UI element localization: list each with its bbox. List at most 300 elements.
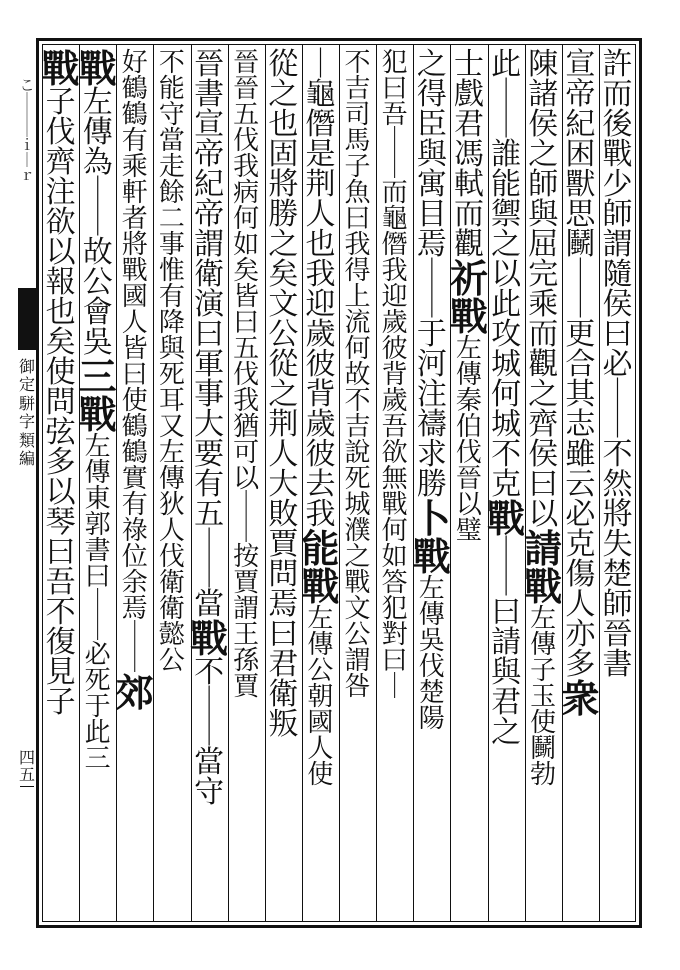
glyph: 背 xyxy=(305,377,336,412)
glyph: 戰 xyxy=(78,392,117,437)
glyph: 少 xyxy=(602,167,633,202)
text-segment xyxy=(491,535,522,750)
book-title xyxy=(18,358,36,468)
glyph: 有 xyxy=(121,490,148,520)
glyph: 書 xyxy=(602,647,633,682)
glyph: 五 xyxy=(233,100,260,130)
glyph: 焉 xyxy=(121,594,148,624)
glyph: 伐 xyxy=(45,115,76,150)
glyph: 餘 xyxy=(158,178,185,208)
glyph: 狄 xyxy=(158,490,185,520)
glyph: 犯 xyxy=(381,48,408,78)
glyph: 僭 xyxy=(381,230,408,260)
glyph: 帝 xyxy=(565,77,596,112)
glyph: 位 xyxy=(121,542,148,572)
glyph: 伐 xyxy=(158,542,185,572)
glyph: 從 xyxy=(268,347,299,382)
text-segment xyxy=(307,606,333,788)
glyph: 人 xyxy=(121,308,148,338)
glyph: 侯 xyxy=(528,437,559,472)
glyph: 伯 xyxy=(455,412,482,442)
glyph: 人 xyxy=(158,516,185,546)
glyph: ｒ xyxy=(19,166,35,184)
glyph: 有 xyxy=(158,282,185,312)
glyph: ｜ xyxy=(565,287,596,322)
glyph: 按 xyxy=(233,542,260,572)
glyph: 屈 xyxy=(528,227,559,262)
glyph: 左 xyxy=(84,432,111,462)
glyph: 使 xyxy=(530,708,557,738)
glyph: ｜ xyxy=(19,106,35,124)
glyph: 字 xyxy=(18,412,35,432)
glyph: 衆 xyxy=(561,676,600,721)
glyph: ｜ xyxy=(565,257,596,292)
glyph: 說 xyxy=(344,438,371,468)
glyph: ｜ xyxy=(194,527,225,562)
glyph: 郊 xyxy=(115,670,154,715)
glyph: 諸 xyxy=(528,77,559,112)
glyph: 戰 xyxy=(344,568,371,598)
glyph: ｜ xyxy=(19,121,35,139)
glyph: 秦 xyxy=(455,386,482,416)
glyph: 君 xyxy=(453,107,484,142)
text-segment xyxy=(382,50,408,700)
glyph: 矣 xyxy=(268,257,299,292)
glyph: 事 xyxy=(158,230,185,260)
glyph: 走 xyxy=(158,152,185,182)
glyph: ｜ xyxy=(84,614,111,644)
glyph: 之 xyxy=(268,227,299,262)
glyph: 守 xyxy=(194,775,225,810)
glyph: 而 xyxy=(528,317,559,352)
glyph: 衛 xyxy=(158,568,185,598)
glyph: 賈 xyxy=(233,672,260,702)
glyph: 子 xyxy=(344,152,371,182)
glyph: 公 xyxy=(344,620,371,650)
glyph: 困 xyxy=(565,137,596,172)
glyph: 鶴 xyxy=(121,100,148,130)
glyph: 大 xyxy=(268,467,299,502)
glyph: 五 xyxy=(233,334,260,364)
glyph: 之 xyxy=(528,377,559,412)
text-segment xyxy=(194,47,225,622)
glyph: 寓 xyxy=(416,167,447,202)
glyph: 馬 xyxy=(344,126,371,156)
glyph: 死 xyxy=(84,666,111,696)
glyph: 以 xyxy=(45,475,76,510)
glyph: 紀 xyxy=(194,167,225,202)
glyph: 何 xyxy=(491,377,522,412)
glyph: 要 xyxy=(194,437,225,472)
glyph: 使 xyxy=(45,355,76,390)
glyph: 伐 xyxy=(233,126,260,156)
glyph: 我 xyxy=(305,497,336,532)
glyph: 書 xyxy=(194,77,225,112)
glyph: 者 xyxy=(121,204,148,234)
glyph: 必 xyxy=(602,347,633,382)
glyph: 使 xyxy=(121,386,148,416)
glyph: 也 xyxy=(268,107,299,142)
glyph: 而 xyxy=(381,178,408,208)
glyph: 隨 xyxy=(602,257,633,292)
glyph: 禦 xyxy=(491,197,522,232)
text-segment xyxy=(305,47,336,532)
glyph: 將 xyxy=(121,230,148,260)
glyph: 我 xyxy=(233,386,260,416)
glyph: 之 xyxy=(344,542,371,572)
glyph: 傳 xyxy=(82,115,113,150)
glyph: 皆 xyxy=(121,334,148,364)
glyph: 曰 xyxy=(528,467,559,502)
glyph: 乘 xyxy=(121,152,148,182)
glyph: 衛 xyxy=(194,257,225,292)
glyph: 龜 xyxy=(381,204,408,234)
glyph: 當 xyxy=(194,745,225,780)
glyph: 能 xyxy=(491,167,522,202)
glyph: 軍 xyxy=(194,347,225,382)
glyph: 矣 xyxy=(45,325,76,360)
text-segment xyxy=(85,434,111,772)
text-segment xyxy=(456,336,482,544)
glyph: 曰 xyxy=(491,595,522,630)
glyph: 死 xyxy=(158,360,185,390)
glyph: 曰 xyxy=(381,74,408,104)
glyph: 矣 xyxy=(233,256,260,286)
glyph: 事 xyxy=(194,377,225,412)
glyph: 類 xyxy=(18,430,35,450)
glyph: ｜ xyxy=(84,588,111,618)
glyph: 謂 xyxy=(233,594,260,624)
glyph: 後 xyxy=(602,107,633,142)
text-segment xyxy=(45,325,76,720)
text-segment xyxy=(268,47,299,532)
glyph: 誰 xyxy=(491,137,522,172)
glyph: 子 xyxy=(530,656,557,686)
glyph: 左 xyxy=(418,574,445,604)
glyph: 之 xyxy=(491,715,522,750)
glyph: 宣 xyxy=(565,47,596,82)
glyph: 必 xyxy=(565,497,596,532)
glyph: 人 xyxy=(268,437,299,472)
glyph: 戰 xyxy=(412,534,451,579)
glyph: 敗 xyxy=(268,497,299,532)
glyph: 注 xyxy=(416,377,447,412)
glyph: 鶴 xyxy=(121,438,148,468)
glyph: 僭 xyxy=(305,107,336,142)
glyph: 皆 xyxy=(233,282,260,312)
glyph: 與 xyxy=(491,655,522,690)
glyph: 之 xyxy=(491,227,522,262)
glyph: 為 xyxy=(82,145,113,180)
glyph: 公 xyxy=(268,317,299,352)
glyph: 戰 xyxy=(449,294,488,339)
glyph: 吉 xyxy=(344,74,371,104)
glyph: 也 xyxy=(305,227,336,262)
glyph: 人 xyxy=(565,587,596,622)
glyph: 晉 xyxy=(194,47,225,82)
glyph: 迎 xyxy=(305,287,336,322)
glyph: 此 xyxy=(491,47,522,82)
glyph: 之 xyxy=(416,47,447,82)
glyph: 于 xyxy=(416,317,447,352)
glyph: 戰 xyxy=(190,616,229,661)
glyph: 云 xyxy=(565,467,596,502)
glyph: ｜ xyxy=(233,516,260,546)
headword xyxy=(41,46,80,91)
glyph: 是 xyxy=(305,137,336,172)
glyph: 何 xyxy=(344,334,371,364)
glyph: 咎 xyxy=(344,672,371,702)
glyph: 思 xyxy=(565,197,596,232)
text-segment xyxy=(453,47,484,262)
glyph: 帝 xyxy=(194,197,225,232)
glyph: 上 xyxy=(344,282,371,312)
glyph: 五 xyxy=(18,764,35,784)
text-segment xyxy=(82,85,113,360)
glyph: 城 xyxy=(344,490,371,520)
glyph: 注 xyxy=(45,175,76,210)
glyph: 病 xyxy=(233,178,260,208)
glyph: 背 xyxy=(381,360,408,390)
text-segment xyxy=(416,47,447,262)
glyph: 城 xyxy=(491,407,522,442)
glyph: 守 xyxy=(158,100,185,130)
glyph: 吳 xyxy=(82,325,113,360)
glyph: 左 xyxy=(158,438,185,468)
glyph: 許 xyxy=(602,47,633,82)
glyph: 無 xyxy=(381,464,408,494)
glyph: 傳 xyxy=(84,458,111,488)
glyph: ｜ xyxy=(19,91,35,109)
glyph: 多 xyxy=(565,647,596,682)
glyph: 以 xyxy=(233,464,260,494)
glyph: 龜 xyxy=(305,77,336,112)
glyph: 克 xyxy=(565,527,596,562)
glyph: 獸 xyxy=(565,167,596,202)
glyph: 演 xyxy=(194,287,225,322)
glyph: 于 xyxy=(84,692,111,722)
glyph: 傳 xyxy=(455,360,482,390)
glyph: 宣 xyxy=(194,107,225,142)
glyph: 戲 xyxy=(453,77,484,112)
glyph: 實 xyxy=(121,464,148,494)
glyph: 與 xyxy=(158,334,185,364)
glyph: 戰 xyxy=(524,564,563,609)
text-segment xyxy=(345,50,371,700)
glyph: 彼 xyxy=(305,347,336,382)
glyph: 此 xyxy=(84,718,111,748)
glyph: 戰 xyxy=(381,490,408,520)
glyph: 觀 xyxy=(528,347,559,382)
glyph: 駢 xyxy=(18,393,35,413)
glyph: 之 xyxy=(268,377,299,412)
glyph: 以 xyxy=(455,490,482,520)
glyph: 不 xyxy=(491,437,522,472)
glyph: 勝 xyxy=(268,197,299,232)
glyph: 左 xyxy=(307,604,334,634)
text-column xyxy=(35,46,87,918)
glyph: 帝 xyxy=(194,137,225,172)
glyph: 我 xyxy=(305,257,336,292)
glyph: 彼 xyxy=(381,334,408,364)
glyph: 傳 xyxy=(158,464,185,494)
glyph: 四 xyxy=(18,748,35,767)
glyph: 御 xyxy=(18,357,35,376)
glyph: 吾 xyxy=(381,412,408,442)
glyph: 左 xyxy=(82,85,113,120)
text-segment xyxy=(194,655,225,810)
glyph: ｜ xyxy=(491,535,522,570)
glyph: 文 xyxy=(344,594,371,624)
glyph: 能 xyxy=(301,526,340,571)
glyph: 將 xyxy=(602,497,633,532)
glyph: 三 xyxy=(78,354,117,399)
glyph: 國 xyxy=(121,282,148,312)
glyph: 報 xyxy=(45,265,76,300)
glyph: 求 xyxy=(416,437,447,472)
glyph: 賈 xyxy=(268,527,299,562)
glyph: 志 xyxy=(565,407,596,442)
folio-number xyxy=(18,750,36,784)
glyph: 馮 xyxy=(453,137,484,172)
glyph: 臣 xyxy=(416,107,447,142)
glyph: 琴 xyxy=(45,505,76,540)
glyph: 當 xyxy=(158,126,185,156)
glyph: 而 xyxy=(602,77,633,112)
text-segment xyxy=(491,47,522,502)
glyph: 鶴 xyxy=(121,412,148,442)
glyph: 此 xyxy=(491,287,522,322)
glyph: 迎 xyxy=(381,282,408,312)
glyph: 請 xyxy=(491,625,522,660)
glyph: 歲 xyxy=(381,308,408,338)
glyph: 目 xyxy=(416,197,447,232)
glyph: 陽 xyxy=(418,704,445,734)
glyph: 孫 xyxy=(233,646,260,676)
glyph: 曰 xyxy=(381,646,408,676)
glyph: 何 xyxy=(381,516,408,546)
glyph: 楚 xyxy=(418,678,445,708)
glyph: ｜ xyxy=(19,151,35,169)
glyph: 謂 xyxy=(344,646,371,676)
glyph: 也 xyxy=(45,295,76,330)
glyph: 公 xyxy=(158,646,185,676)
glyph: 觀 xyxy=(453,227,484,262)
text-segment xyxy=(602,47,633,682)
glyph: 鬭 xyxy=(565,227,596,262)
glyph: 戰 xyxy=(301,564,340,609)
glyph: 克 xyxy=(491,467,522,502)
glyph: 祿 xyxy=(121,516,148,546)
glyph: 歲 xyxy=(305,407,336,442)
glyph: 公 xyxy=(82,265,113,300)
glyph: 而 xyxy=(453,197,484,232)
glyph: 見 xyxy=(45,655,76,690)
glyph: 晉 xyxy=(233,74,260,104)
glyph: 城 xyxy=(491,347,522,382)
text-segment xyxy=(565,47,596,682)
glyph: 賈 xyxy=(233,568,260,598)
glyph: 傳 xyxy=(418,600,445,630)
page-gutter xyxy=(18,38,36,928)
glyph: 曰 xyxy=(268,617,299,652)
glyph: 我 xyxy=(233,152,260,182)
glyph: 五 xyxy=(194,497,225,532)
glyph: 歲 xyxy=(381,386,408,416)
glyph: 傳 xyxy=(530,630,557,660)
glyph: 楚 xyxy=(602,557,633,592)
glyph: 將 xyxy=(268,167,299,202)
glyph: 以 xyxy=(528,497,559,532)
glyph: 必 xyxy=(84,640,111,670)
glyph: 齊 xyxy=(528,407,559,442)
glyph: 曰 xyxy=(45,535,76,570)
glyph: 得 xyxy=(416,77,447,112)
glyph: 有 xyxy=(194,467,225,502)
glyph: 左 xyxy=(455,334,482,364)
glyph: 歲 xyxy=(305,317,336,352)
glyph: 二 xyxy=(158,204,185,234)
glyph: 曰 xyxy=(344,204,371,234)
glyph: 之 xyxy=(268,77,299,112)
glyph: 齊 xyxy=(45,145,76,180)
glyph: 傳 xyxy=(307,630,334,660)
glyph: 降 xyxy=(158,308,185,338)
glyph: 耳 xyxy=(158,386,185,416)
text-segment xyxy=(159,50,185,674)
glyph: 士 xyxy=(453,47,484,82)
gutter-fishtail-bar xyxy=(18,288,36,350)
glyph: 謂 xyxy=(194,227,225,262)
glyph: 禱 xyxy=(416,407,447,442)
glyph: 衛 xyxy=(158,594,185,624)
glyph: 子 xyxy=(45,85,76,120)
glyph: 故 xyxy=(82,235,113,270)
glyph: ｜ xyxy=(194,685,225,720)
glyph: ｜ xyxy=(381,672,408,702)
text-segment xyxy=(122,50,148,674)
glyph: 我 xyxy=(344,230,371,260)
glyph: 吉 xyxy=(344,412,371,442)
glyph: 以 xyxy=(45,235,76,270)
glyph: ｜ xyxy=(305,47,336,82)
folio-rule xyxy=(20,786,34,787)
glyph: 荆 xyxy=(305,167,336,202)
glyph: 會 xyxy=(82,295,113,330)
glyph: ｜ xyxy=(381,126,408,156)
glyph: 鬭 xyxy=(530,734,557,764)
glyph: 君 xyxy=(491,685,522,720)
glyph: 更 xyxy=(565,317,596,352)
glyph: 國 xyxy=(307,708,334,738)
glyph: ｜ xyxy=(194,715,225,750)
glyph: 弦 xyxy=(45,415,76,450)
glyph: ｜ xyxy=(194,557,225,592)
text-segment xyxy=(419,576,445,732)
glyph: 侯 xyxy=(602,287,633,322)
glyph: 衛 xyxy=(268,677,299,712)
glyph: 吳 xyxy=(418,626,445,656)
glyph: 然 xyxy=(602,467,633,502)
glyph: 三 xyxy=(84,744,111,774)
glyph: 朝 xyxy=(307,682,334,712)
glyph: 郭 xyxy=(84,510,111,540)
glyph: 編 xyxy=(18,448,35,468)
glyph: 吾 xyxy=(381,100,408,130)
glyph: ｜ xyxy=(491,565,522,600)
glyph: 不 xyxy=(602,437,633,472)
glyph: ｜ xyxy=(82,175,113,210)
